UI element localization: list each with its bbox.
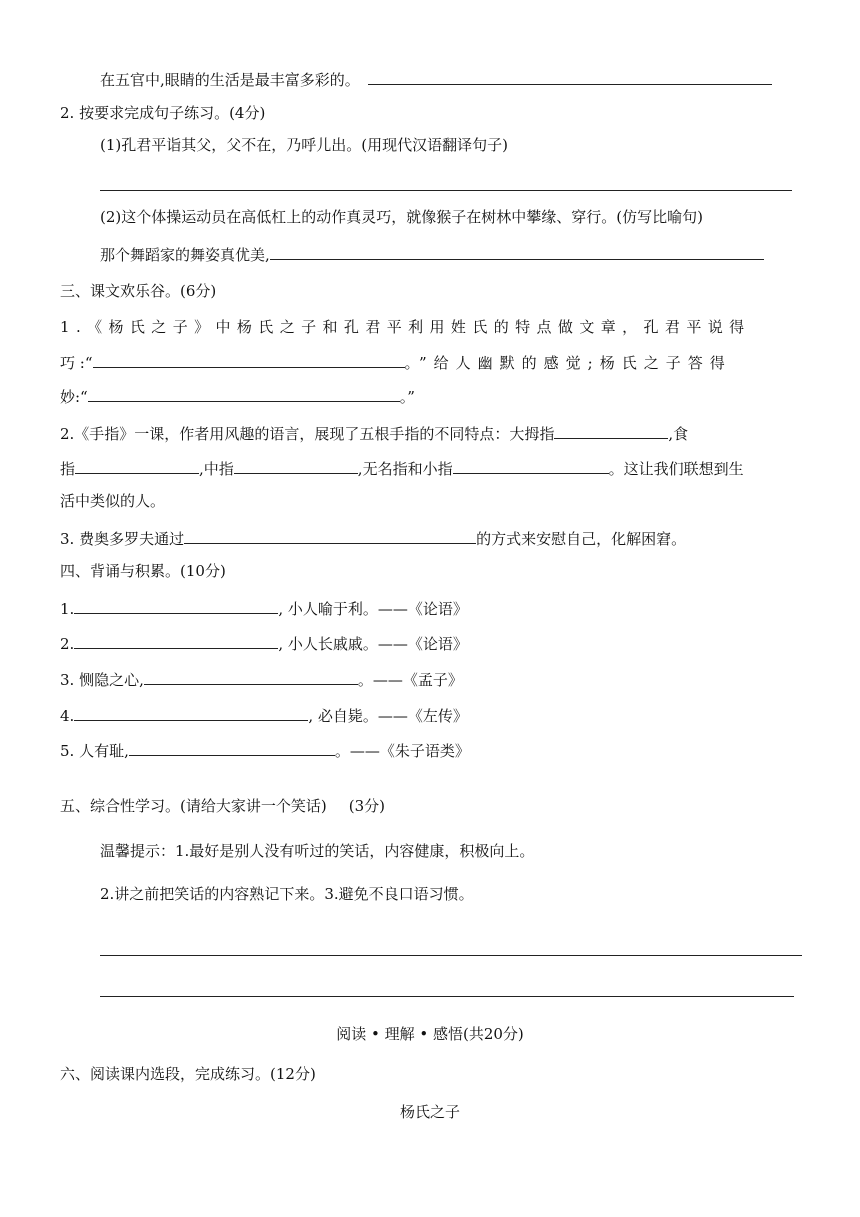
s4-item-2-pre: 2. [60, 635, 75, 653]
s3-q2-line2 [60, 457, 744, 479]
s4-item-4-post: , 必自毙。——《左传》 [308, 707, 468, 725]
answer-blank[interactable] [93, 351, 405, 368]
q2-item2: (2)这个体操运动员在高低杠上的动作真灵巧，就像猴子在树林中攀缘、穿行。(仿写比喻句) [100, 208, 703, 226]
s5-title: 五、综合性学习。(请给大家讲一个笑话) [60, 797, 327, 815]
s4-item-3-post: 。——《孟子》 [357, 671, 463, 689]
s5-score: (3分) [348, 797, 385, 815]
q1-tail-line [100, 68, 772, 90]
s4-item-4-pre: 4. [60, 707, 75, 725]
s5-tip2: 2.讲之前把笑话的内容熟记下来。3.避免不良口语习惯。 [100, 885, 474, 903]
s4-item-4 [60, 704, 468, 726]
answer-line-s5-1[interactable] [100, 955, 802, 956]
answer-blank[interactable] [129, 739, 335, 756]
answer-blank[interactable] [368, 68, 772, 85]
answer-line-q2-1[interactable] [100, 190, 792, 191]
s3-q1-quote-open: 巧 :“ [60, 354, 93, 372]
s5-title-line [60, 796, 385, 816]
answer-blank[interactable] [74, 632, 278, 649]
q1-tail-text: 在五官中,眼睛的生活是最丰富多彩的。 [100, 71, 360, 89]
s4-title: 四、背诵与积累。(10分) [60, 562, 226, 580]
s4-item-3-pre: 3. 恻隐之心, [60, 671, 144, 689]
s3-q2-text-c: 指 [60, 460, 76, 478]
s3-q1-quote-open-2: 妙:“ [60, 388, 88, 406]
answer-blank[interactable] [88, 385, 400, 402]
s3-title: 三、课文欢乐谷。(6分) [60, 282, 217, 300]
answer-line-s5-2[interactable] [100, 996, 794, 997]
s3-q2-text-d: ,中指 [199, 460, 234, 478]
reading-header: 阅读 • 理解 • 感悟(共20分) [336, 1025, 524, 1043]
s3-q1-line1: 1.《杨氏之子》中杨氏之子和孔君平利用姓氏的特点做文章，孔君平说得 [60, 318, 751, 336]
s6-title: 六、阅读课内选段，完成练习。(12分) [60, 1065, 316, 1083]
q2-item2-prefix: 那个舞蹈家的舞姿真优美, [100, 246, 270, 264]
s3-q1-mid-text: 。”给人幽默的感觉;杨氏之子答得 [404, 354, 732, 372]
s3-q2-text-e: ,无名指和小指 [357, 460, 453, 478]
s4-item-5-pre: 5. 人有耻, [60, 742, 129, 760]
answer-blank[interactable] [144, 668, 358, 685]
s3-q3-line [60, 527, 686, 549]
q2-item1: (1)孔君平诣其父，父不在，乃呼儿出。(用现代汉语翻译句子) [100, 136, 508, 154]
s4-item-3 [60, 668, 463, 690]
s3-q1-line2 [60, 351, 732, 373]
s3-q1-quote-close: 。” [399, 388, 415, 406]
s4-item-1-pre: 1. [60, 600, 75, 618]
answer-blank[interactable] [453, 457, 609, 474]
s3-q1-line3 [60, 385, 415, 407]
s3-q2-line1 [60, 422, 688, 444]
answer-blank[interactable] [75, 457, 199, 474]
s3-q3-text-b: 的方式来安慰自己，化解困窘。 [476, 530, 687, 548]
answer-blank[interactable] [270, 243, 764, 260]
answer-blank[interactable] [184, 527, 476, 544]
s4-item-1-post: , 小人喻于利。——《论语》 [278, 600, 468, 618]
s4-item-2 [60, 632, 468, 654]
answer-blank[interactable] [554, 422, 668, 439]
s4-item-5-post: 。——《朱子语类》 [334, 742, 470, 760]
s4-item-2-post: , 小人长戚戚。——《论语》 [278, 635, 468, 653]
passage-title: 杨氏之子 [399, 1103, 460, 1121]
answer-blank[interactable] [74, 704, 308, 721]
s3-q2-line3: 活中类似的人。 [60, 492, 166, 510]
s4-item-5 [60, 739, 470, 761]
s3-q2-text-f: 。这让我们联想到生 [608, 460, 744, 478]
q2-item2-answer-line [100, 243, 764, 265]
s3-q3-text-a: 3. 费奥多罗夫通过 [60, 530, 185, 548]
answer-blank[interactable] [74, 597, 278, 614]
s3-q2-text-b: ,食 [668, 425, 689, 443]
s3-q2-text-a: 2.《手指》一课，作者用风趣的语言，展现了五根手指的不同特点：大拇指 [60, 425, 555, 443]
answer-blank[interactable] [234, 457, 358, 474]
s5-tip1: 温馨提示：1.最好是别人没有听过的笑话，内容健康，积极向上。 [100, 842, 535, 860]
q2-title: 2. 按要求完成句子练习。(4分) [60, 104, 266, 122]
s4-item-1 [60, 597, 468, 619]
